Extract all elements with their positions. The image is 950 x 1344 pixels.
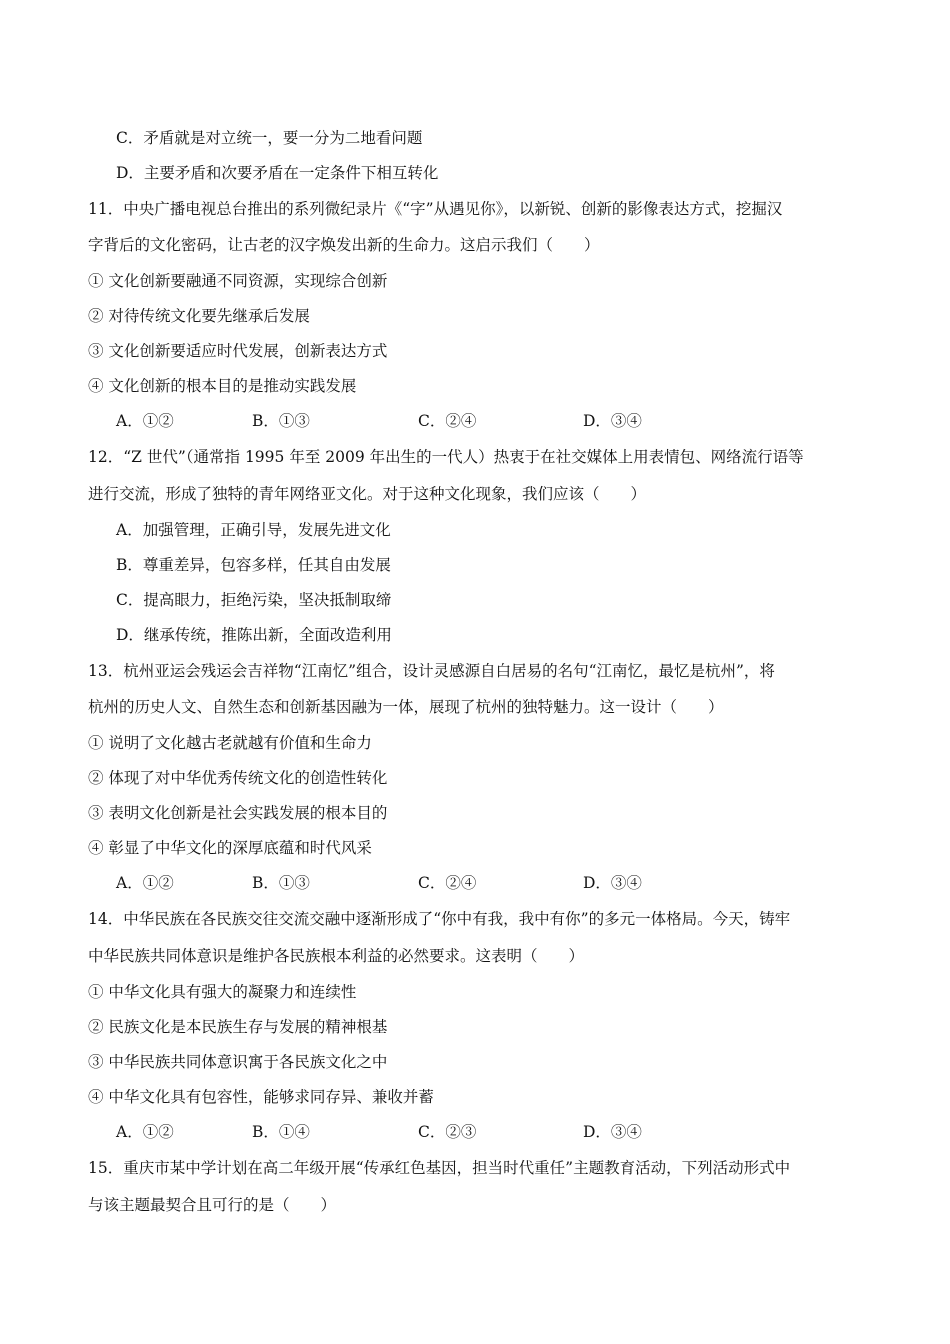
q12-option-b: B．尊重差异，包容多样，任其自由发展 <box>116 556 391 574</box>
q14-option-b: B．①④ <box>252 1123 310 1141</box>
q12-option-c: C．提高眼力，拒绝污染，坚决抵制取缔 <box>116 591 392 609</box>
q11-item-2: ② 对待传统文化要先继承后发展 <box>88 307 310 325</box>
q11-option-d: D．③④ <box>583 412 642 430</box>
q11-stem-line1: 11．中央广播电视总台推出的系列微纪录片《“字”从遇见你》，以新锐、创新的影像表达方式，挖掘汉 <box>88 200 783 218</box>
q13-item-2: ② 体现了对中华优秀传统文化的创造性转化 <box>88 769 388 787</box>
q13-stem-line1: 13．杭州亚运会残运会吉祥物“江南忆”组合，设计灵感源自白居易的名句“江南忆，最忆是杭州”，将 <box>88 662 775 680</box>
q13-option-b: B．①③ <box>252 874 310 892</box>
q11-option-c: C．②④ <box>418 412 477 430</box>
q13-option-d: D．③④ <box>583 874 642 892</box>
q12-stem-line2: 进行交流，形成了独特的青年网络亚文化。对于这种文化现象，我们应该（ ） <box>88 485 647 503</box>
q13-stem-line2: 杭州的历史人文、自然生态和创新基因融为一体，展现了杭州的独特魅力。这一设计（ ） <box>88 698 724 716</box>
q14-option-a: A．①② <box>116 1123 174 1141</box>
q14-item-3: ③ 中华民族共同体意识寓于各民族文化之中 <box>88 1053 388 1071</box>
q13-option-c: C．②④ <box>418 874 477 892</box>
q14-item-2: ② 民族文化是本民族生存与发展的精神根基 <box>88 1018 388 1036</box>
q15-stem-line2: 与该主题最契合且可行的是（ ） <box>88 1196 337 1214</box>
q11-option-b: B．①③ <box>252 412 310 430</box>
q10-option-c: C．矛盾就是对立统一，要一分为二地看问题 <box>116 129 423 147</box>
q12-stem-line1: 12．“Z 世代”（通常指 1995 年至 2009 年出生的一代人）热衷于在社交媒体上用表情包、网络流行语等 <box>88 448 804 466</box>
q12-option-a: A．加强管理，正确引导，发展先进文化 <box>116 521 391 539</box>
q11-item-3: ③ 文化创新要适应时代发展，创新表达方式 <box>88 342 388 360</box>
q14-item-4: ④ 中华文化具有包容性，能够求同存异、兼收并蓄 <box>88 1088 434 1106</box>
q13-item-4: ④ 彰显了中华文化的深厚底蕴和时代风采 <box>88 839 372 857</box>
q11-option-a: A．①② <box>116 412 174 430</box>
q14-item-1: ① 中华文化具有强大的凝聚力和连续性 <box>88 983 357 1001</box>
q15-stem-line1: 15．重庆市某中学计划在高二年级开展“传承红色基因，担当时代重任”主题教育活动，下列活动形式中 <box>88 1159 791 1177</box>
q14-stem-line2: 中华民族共同体意识是维护各民族根本利益的必然要求。这表明（ ） <box>88 947 585 965</box>
q14-option-c: C．②③ <box>418 1123 477 1141</box>
q13-item-3: ③ 表明文化创新是社会实践发展的根本目的 <box>88 804 388 822</box>
q14-stem-line1: 14．中华民族在各民族交往交流交融中逐渐形成了“你中有我，我中有你”的多元一体格局。今天，铸牢 <box>88 910 791 928</box>
q13-item-1: ① 说明了文化越古老就越有价值和生命力 <box>88 734 372 752</box>
q11-item-4: ④ 文化创新的根本目的是推动实践发展 <box>88 377 357 395</box>
q11-stem-line2: 字背后的文化密码，让古老的汉字焕发出新的生命力。这启示我们（ ） <box>88 236 600 254</box>
q12-option-d: D．继承传统，推陈出新，全面改造利用 <box>116 626 392 644</box>
q14-option-d: D．③④ <box>583 1123 642 1141</box>
q13-option-a: A．①② <box>116 874 174 892</box>
q11-item-1: ① 文化创新要融通不同资源，实现综合创新 <box>88 272 388 290</box>
q10-option-d: D．主要矛盾和次要矛盾在一定条件下相互转化 <box>116 164 439 182</box>
